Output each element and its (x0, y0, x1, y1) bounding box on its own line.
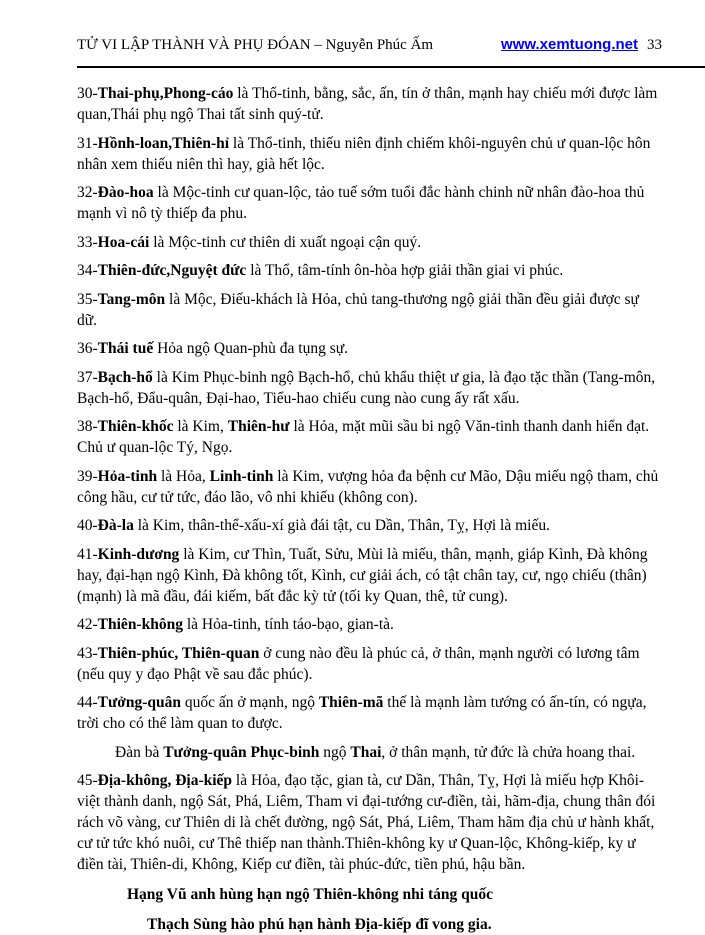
paragraph: 34-Thiên-đức,Nguyệt đức là Thổ, tâm-tính ôn-hòa hợp giải thần giai vi phúc. (77, 262, 564, 279)
paragraph: Hạng Vũ anh hùng hạn ngộ Thiên-không nhi táng quốc (127, 886, 494, 903)
page-number: 33 (647, 37, 662, 53)
paragraph: 37-Bạch-hổ là Kim Phục-binh ngộ Bạch-hổ, chủ khẩu thiệt ư gia, là đạo tặc thần (Tang-môn, Bạch-hổ, Đẩu-quân, Đại-hao, Tiểu-hao chiếu cung nào cung ấy rất xấu. (77, 368, 656, 407)
page-header (77, 36, 662, 54)
header-title: TỬ VI LẬP THÀNH VÀ PHỤ ĐÓAN – Nguyễn Phúc Ấm (77, 37, 434, 53)
paragraph: 30-Thai-phụ,Phong-cáo là Thổ-tinh, bằng, sắc, ấn, tín ở thân, mạnh hay chiếu mới được làm quan,Thái phụ ngộ Thai tất sinh quý-tử. (77, 85, 658, 123)
paragraphs-container (77, 83, 662, 935)
paragraph: 43-Thiên-phúc, Thiên-quan ở cung nào đều là phúc cả, ở thân, mạnh người có lương tâm (nếu quy y đạo Phật về sau đắc phúc). (77, 644, 640, 683)
paragraph: 36-Thái tuế Hỏa ngộ Quan-phù đa tụng sự. (77, 340, 349, 357)
paragraph: 39-Hỏa-tinh là Hỏa, Linh-tinh là Kim, vượng hỏa đa bệnh cư Mão, Dậu miếu ngộ tham, chủ công hầu, cư tử tức, đáo lão, vô nhi khiếu (không con). (77, 467, 659, 506)
paragraph: 38-Thiên-khốc là Kim, Thiên-hư là Hỏa, mặt mũi sầu bi ngộ Văn-tinh thanh danh hiển đạt. Chủ ư quan-lộc Tý, Ngọ. (77, 418, 650, 456)
paragraph: 33-Hoa-cái là Mộc-tinh cư thiên di xuất ngoại cận quý. (77, 233, 422, 251)
paragraph: 31-Hồnh-loan,Thiên-hỉ là Thổ-tinh, thiếu niên định chiếm khôi-nguyên chủ ư quan-lộc hôn nhân xem thiếu niên thì hay, già hết lộc. (77, 134, 651, 173)
paragraph: 35-Tang-môn là Mộc, Điếu-khách là Hỏa, chủ tang-thương ngộ giải thần đều giải được sự dữ. (77, 290, 639, 329)
site-link[interactable]: www.xemtuong.net (501, 36, 638, 53)
header-divider (77, 66, 705, 68)
paragraph: 32-Đào-hoa là Mộc-tinh cư quan-lộc, tảo tuế sớm tuổi đắc hành chinh nữ nhân đào-hoa thủ mạnh vì nô tỳ thiếp đa phu. (77, 184, 645, 222)
paragraph: 45-Địa-không, Địa-kiếp là Hỏa, đạo tặc, gian tà, cư Dần, Thân, Tỵ, Hợi là miếu hợp Khôi-việt thành danh, ngộ Sát, Phá, Liêm, Tham vi đại-tướng cư-điền, tài, hãm-địa, chung thân đói rách võ vàng, cư Thiên di là chết đường, ngộ Sát, Phá, Liêm, Tham hãm địa chủ ư hành khất, cư tử tức khó nuôi, cư Thê thiếp nan thành.Thiên-không ky ư Quan-lộc, Không-kiếp, ky ư điền tài, Thiên-di, Không, Kiếp cư điền, tài phúc-đức, tiền phú, hậu bần. (77, 772, 656, 873)
paragraph: 42-Thiên-không là Hỏa-tinh, tính táo-bạo, gian-tà. (77, 616, 394, 633)
paragraph: 40-Đà-la là Kim, thân-thể-xấu-xí già đái tật, cu Dần, Thân, Tỵ, Hợi là miếu. (77, 517, 550, 534)
paragraph: 41-Kinh-dương là Kim, cư Thìn, Tuất, Sửu, Mùi là miếu, thân, mạnh, giáp Kình, Đà không hay, đại-hạn ngộ Kình, Đà không tốt, Kình, cư giải ách, có tật chân tay, cư, ngọ chiếu (thân) (mạnh) là mã đầu, đái kiếm, bất đắc kỳ tử (tối ky Quan, thê, tử cung). (77, 545, 648, 605)
paragraph: Thạch Sùng hào phú hạn hành Địa-kiếp đĩ vong gia. (147, 916, 492, 933)
paragraph: 44-Tưởng-quân quốc ấn ở mạnh, ngộ Thiên-mã thế là mạnh làm tướng có ấn-tín, có ngựa, trời cho có thể làm quan to được. (77, 694, 647, 732)
paragraph: Đàn bà Tưởng-quân Phục-binh ngộ Thai, ở thân mạnh, tử đức là chửa hoang thai. (115, 743, 636, 761)
